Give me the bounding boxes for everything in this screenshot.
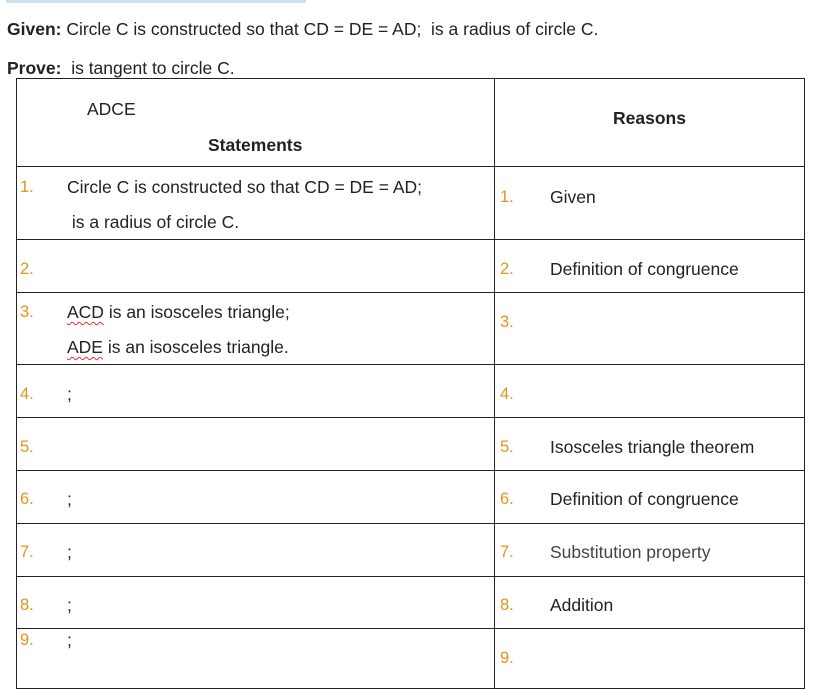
proof-table xyxy=(16,78,805,689)
reason-cell[interactable] xyxy=(495,293,805,365)
statements-header[interactable] xyxy=(17,79,495,167)
statement-text: ; xyxy=(67,595,72,615)
reason-text: Definition of congruence xyxy=(550,489,739,509)
selection-highlight xyxy=(6,0,306,3)
table-row xyxy=(17,471,805,524)
statement-cell[interactable] xyxy=(17,293,495,365)
row-number: 1. xyxy=(20,178,34,196)
reason-text: Given xyxy=(550,187,596,207)
prove-label: Prove: xyxy=(7,58,62,78)
reason-number: 8. xyxy=(500,596,514,614)
reason-number: 1. xyxy=(500,188,514,206)
reason-number: 5. xyxy=(500,438,514,456)
statement-cell[interactable] xyxy=(17,418,495,471)
table-row xyxy=(17,293,805,365)
reason-cell[interactable] xyxy=(495,418,805,471)
prove-line xyxy=(7,58,235,79)
statement-cell[interactable] xyxy=(17,577,495,629)
reason-cell[interactable] xyxy=(495,167,805,240)
row-number: 9. xyxy=(20,631,34,649)
reason-number: 2. xyxy=(500,260,514,278)
row-number: 8. xyxy=(20,596,34,614)
reason-number: 4. xyxy=(500,385,514,403)
statement-text: ; xyxy=(67,542,72,562)
triangle-name: ADE xyxy=(67,337,103,357)
triangle-name: ACD xyxy=(67,302,104,322)
given-line xyxy=(7,19,598,40)
statement-text: ; xyxy=(67,630,72,650)
reason-text: Substitution property xyxy=(550,542,711,562)
reason-number: 9. xyxy=(500,649,514,667)
table-row xyxy=(17,524,805,577)
given-text: Circle C is constructed so that CD = DE = AD; is a radius of circle C. xyxy=(61,19,599,39)
statement-text: ; xyxy=(67,489,72,509)
statement-cell[interactable] xyxy=(17,471,495,524)
table-row xyxy=(17,365,805,418)
prove-text: is tangent to circle C. xyxy=(61,58,235,78)
header-row xyxy=(17,79,805,167)
statement-cell[interactable] xyxy=(17,167,495,240)
reason-number: 3. xyxy=(500,313,514,331)
row-number: 6. xyxy=(20,490,34,508)
reason-cell[interactable] xyxy=(495,365,805,418)
given-label: Given: xyxy=(7,19,62,39)
row-number: 7. xyxy=(20,543,34,561)
row-number: 2. xyxy=(20,260,34,278)
table-row xyxy=(17,418,805,471)
statement-text: ; xyxy=(67,384,72,404)
statement-text: is a radius of circle C. xyxy=(67,212,240,232)
reason-cell[interactable] xyxy=(495,240,805,293)
figure-label: ADCE xyxy=(87,99,136,119)
reason-text: Isosceles triangle theorem xyxy=(550,437,755,457)
table-row xyxy=(17,240,805,293)
statement-fragment: is an isosceles triangle. xyxy=(102,337,289,357)
reason-text: Addition xyxy=(550,595,614,615)
statements-heading: Statements xyxy=(208,135,303,155)
table-row xyxy=(17,167,805,240)
row-number: 3. xyxy=(20,303,34,321)
reasons-header[interactable] xyxy=(495,79,805,167)
statement-text xyxy=(67,302,290,323)
statement-cell[interactable] xyxy=(17,524,495,577)
reason-cell[interactable] xyxy=(495,577,805,629)
statement-text xyxy=(67,337,289,358)
reason-number: 6. xyxy=(500,490,514,508)
reasons-heading: Reasons xyxy=(613,108,686,128)
reason-number: 7. xyxy=(500,543,514,561)
row-number: 5. xyxy=(20,438,34,456)
statement-text: Circle C is constructed so that CD = DE = AD; xyxy=(67,177,422,197)
row-number: 4. xyxy=(20,385,34,403)
table-row xyxy=(17,577,805,629)
statement-fragment: is an isosceles triangle; xyxy=(103,302,290,322)
reason-cell[interactable] xyxy=(495,524,805,577)
reason-text: Definition of congruence xyxy=(550,259,739,279)
statement-cell[interactable] xyxy=(17,240,495,293)
statement-cell[interactable] xyxy=(17,365,495,418)
reason-cell[interactable] xyxy=(495,471,805,524)
